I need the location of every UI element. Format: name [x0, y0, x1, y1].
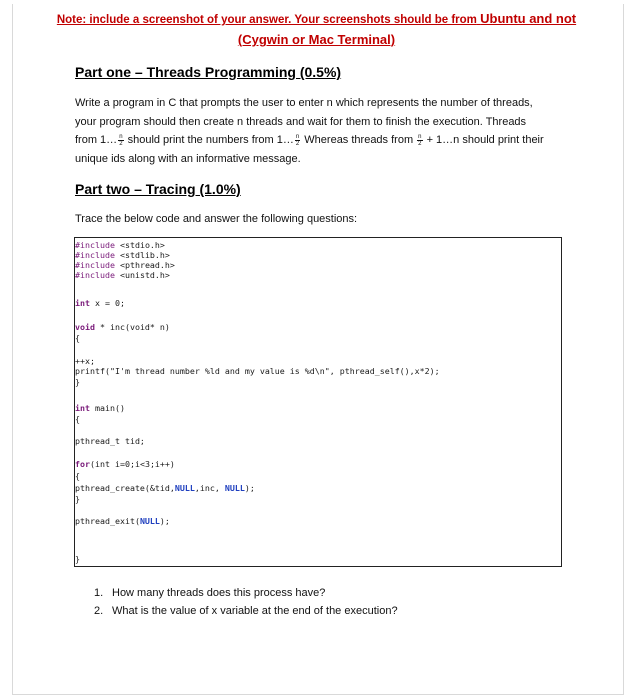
- code-line-int-x: int x = 0;: [75, 298, 125, 308]
- note-line-2: [0, 32, 633, 47]
- line3-part-b: should print the numbers from 1…: [124, 134, 294, 146]
- code-line-open-brace-1: {: [75, 333, 80, 343]
- fraction-n-over-2: $\frac{n}{2}$: [295, 133, 300, 147]
- line3-part-c: Whereas threads from: [301, 134, 417, 146]
- note-line-1: [0, 11, 633, 26]
- code-line-open-brace-3: {: [75, 471, 80, 481]
- code-line-include-stdio: #include <stdio.h>: [75, 240, 165, 250]
- code-line-for-loop: for(int i=0;i<3;i++): [75, 459, 175, 469]
- code-line-open-brace-2: {: [75, 414, 80, 424]
- part-one-line-3: [75, 131, 563, 150]
- line3-part-a: from 1…: [75, 134, 118, 146]
- part-one-heading: Part one – Threads Programming (0.5%): [75, 64, 342, 80]
- code-line-increment: ++x;: [75, 356, 95, 366]
- part-one-line-2: your program should then create n threads and wait for them to finish the execution. Threads: [75, 116, 527, 128]
- code-line-void-inc: void * inc(void* n): [75, 322, 170, 332]
- code-line-include-stdlib: #include <stdlib.h>: [75, 250, 170, 260]
- code-line-close-brace-1: }: [75, 377, 80, 387]
- code-line-int-main: int main(): [75, 403, 125, 413]
- part-one-line-4: unique ids along with an informative message.: [75, 153, 301, 165]
- line3-part-d: + 1…n should print their: [423, 134, 544, 146]
- note-text: Note: include a screenshot of your answer. Your screenshots should be from: [56, 14, 477, 26]
- code-line-close-brace-2: }: [75, 554, 80, 564]
- code-line-pthread-exit: pthread_exit(NULL);: [75, 516, 170, 526]
- code-line-include-pthread: #include <pthread.h>: [75, 260, 175, 270]
- note-text-2: (Cygwin or Mac Terminal): [237, 32, 396, 47]
- code-line-pthread-t: pthread_t tid;: [75, 436, 145, 446]
- question-1: 1. How many threads does this process have?: [94, 587, 326, 599]
- code-line-pthread-create: pthread_create(&tid,NULL,inc, NULL);: [75, 483, 255, 493]
- code-line-close-brace-3: }: [75, 494, 80, 504]
- code-line-include-unistd: #include <unistd.h>: [75, 270, 170, 280]
- question-2: 2. What is the value of x variable at the end of the execution?: [94, 605, 398, 617]
- part-one-line-1: Write a program in C that prompts the user to enter n which represents the number of threads,: [75, 97, 533, 109]
- note-emphasis: Ubuntu and not: [480, 11, 577, 26]
- code-line-printf: printf("I'm thread number %ld and my value is %d\n", pthread_self(),x*2);: [75, 366, 440, 376]
- fraction-n-over-2: $\frac{n}{2}$: [418, 133, 422, 147]
- part-two-intro: Trace the below code and answer the following questions:: [75, 213, 358, 225]
- part-two-heading: Part two – Tracing (1.0%): [75, 181, 241, 197]
- fraction-n-over-2: $\frac{n}{2}$: [119, 133, 123, 147]
